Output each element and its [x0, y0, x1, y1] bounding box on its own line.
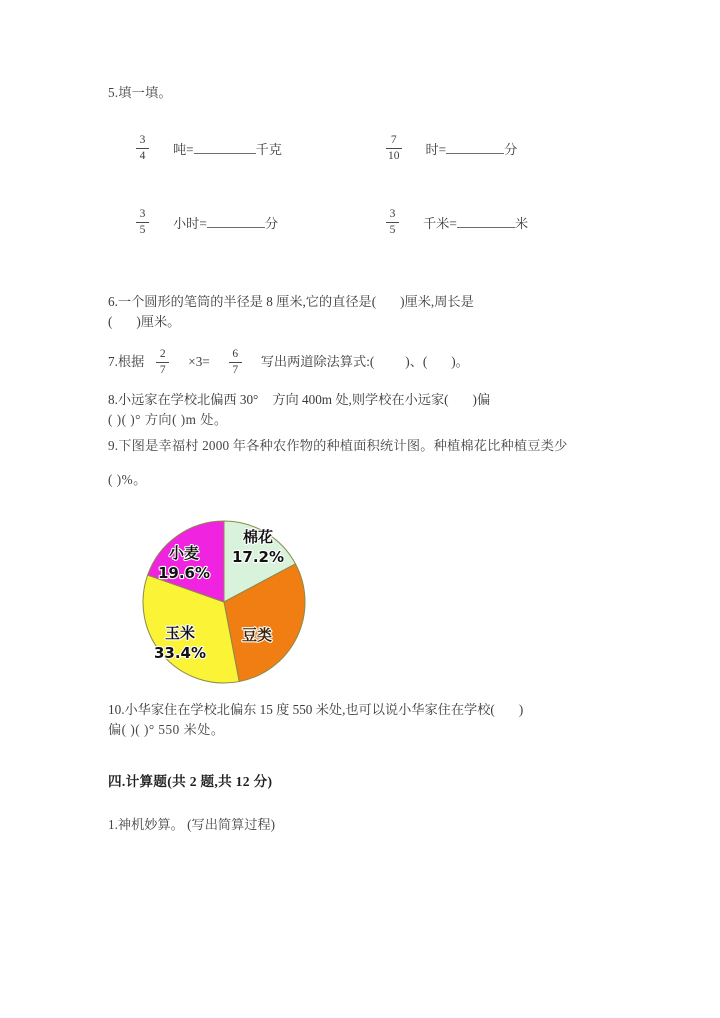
section-4-question-1: 1.神机妙算。 (写出简算过程): [108, 817, 276, 833]
unit-from-label: 小时=: [173, 215, 207, 231]
fraction-numerator: 3: [389, 208, 396, 220]
unit-from-label: 时=: [425, 141, 447, 157]
answer-blank[interactable]: [207, 216, 265, 228]
pie-label-豆类: 豆类: [241, 626, 273, 645]
fraction-numerator: 6: [232, 348, 239, 360]
fraction-3-5-a: [136, 208, 149, 236]
question-7-lead: 7.根据: [108, 354, 145, 370]
unit-from-label: 吨=: [173, 141, 194, 157]
fraction-numerator: 2: [159, 348, 166, 360]
question-7-text-c: )。: [451, 354, 469, 370]
unit-to-label: 米: [514, 215, 528, 231]
question-5-fill-grid: [108, 134, 616, 266]
fraction-bar: [156, 362, 169, 363]
fraction-bar: [386, 222, 399, 223]
question-10-line-1: [108, 700, 616, 720]
fraction-numerator: 7: [390, 134, 397, 146]
page-content: [108, 84, 616, 833]
fraction-7-10: [386, 134, 402, 162]
question-5-title: 5.填一填。: [108, 85, 172, 100]
question-6-text-d: )厘米。: [136, 314, 181, 329]
pie-label-玉米: 玉米: [164, 624, 196, 643]
question-10-text-b: ): [518, 702, 524, 718]
unit-from-label: 千米=: [423, 215, 457, 231]
question-7: [108, 348, 616, 376]
question-6-text-a: 6.一个圆形的笔筒的半径是 8 厘米,它的直径是(: [108, 294, 377, 309]
question-7-operator: ×3=: [188, 354, 210, 370]
unit-to-label: 千克: [255, 141, 282, 157]
question-9-line-1: 9.下图是幸福村 2000 年各种农作物的种植面积统计图。种植棉花比种植豆类少: [108, 438, 568, 454]
pie-chart-figure: [108, 504, 616, 700]
fraction-denominator: 5: [389, 224, 396, 237]
answer-blank[interactable]: [194, 142, 256, 154]
crop-area-pie-chart: [126, 504, 336, 700]
fraction-3-4: [136, 134, 149, 162]
fraction-numerator: 3: [139, 208, 146, 220]
question-8-line-2[interactable]: ( )( )° 方向( )m 处。: [108, 412, 228, 428]
answer-blank[interactable]: [446, 142, 504, 154]
question-8: [108, 390, 616, 430]
unit-to-label: 分: [264, 215, 278, 231]
fraction-bar: [136, 148, 149, 149]
question-6: [108, 292, 616, 332]
question-6-text-b: )厘米,周长是: [400, 294, 474, 309]
question-8-text-c: )偏: [472, 392, 491, 408]
fraction-denominator: 7: [232, 364, 239, 377]
pie-label-小麦: 小麦: [168, 544, 200, 563]
question-10-line-2[interactable]: 偏( )( )° 550 米处。: [108, 722, 225, 738]
fraction-denominator: 10: [388, 150, 400, 163]
fraction-numerator: 3: [139, 134, 146, 146]
pie-label-棉花-pct: 17.2%: [231, 548, 285, 567]
question-6-line-1: [108, 292, 616, 312]
fraction-denominator: 7: [159, 364, 166, 377]
fraction-bar: [229, 362, 242, 363]
question-10: [108, 700, 616, 740]
question-7-text-b: )、(: [405, 354, 428, 370]
fraction-6-7: [229, 348, 242, 376]
question-8-text-a: 8.小远家在学校北偏西 30°: [108, 392, 259, 408]
fraction-3-5-b: [386, 208, 399, 236]
question-8-text-b: 方向 400m 处,则学校在小远家(: [272, 392, 449, 408]
question-9: [108, 436, 616, 490]
fill-item-3: [136, 208, 278, 236]
fraction-denominator: 5: [139, 224, 146, 237]
pie-label-玉米-pct: 33.4%: [153, 644, 207, 663]
question-10-text-a: 10.小华家住在学校北偏东 15 度 550 米处,也可以说小华家住在学校(: [108, 702, 495, 718]
pie-label-棉花: 棉花: [242, 528, 274, 547]
unit-to-label: 分: [504, 141, 518, 157]
fill-item-2: [386, 134, 517, 162]
question-8-line-1: [108, 390, 616, 410]
fraction-denominator: 4: [139, 150, 146, 163]
answer-blank[interactable]: [457, 216, 515, 228]
fraction-2-7: [156, 348, 169, 376]
question-9-line-2[interactable]: ( )%。: [108, 472, 147, 488]
fraction-bar: [136, 222, 149, 223]
fraction-bar: [386, 148, 402, 149]
section-4-heading: 四.计算题(共 2 题,共 12 分): [108, 774, 273, 790]
fill-item-1: [136, 134, 282, 162]
pie-label-小麦-pct: 19.6%: [157, 564, 211, 583]
question-6-line-2: [108, 312, 616, 332]
fill-item-4: [386, 208, 528, 236]
question-7-text-a: 写出两道除法算式:(: [260, 354, 375, 370]
question-6-text-c: (: [108, 314, 113, 329]
